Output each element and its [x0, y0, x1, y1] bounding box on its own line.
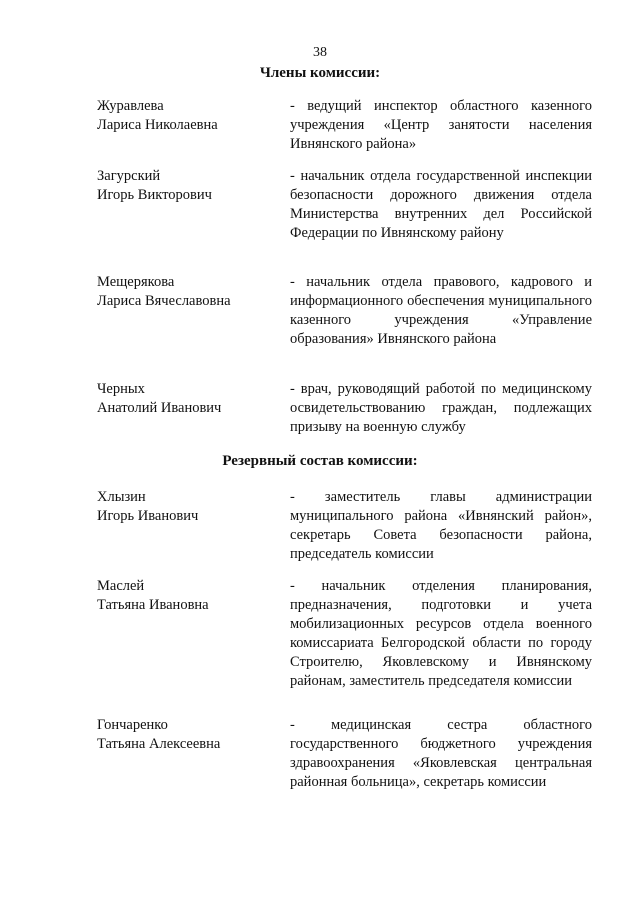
reserve-role: - заместитель главы администрации муниципального района «Ивнянский район», секретарь Совета безопасности района, председатель комиссии — [290, 489, 592, 562]
reserve-name — [97, 716, 277, 754]
member-given-names: Игорь Викторович — [97, 187, 212, 203]
reserve-given-names: Игорь Иванович — [97, 508, 199, 524]
reserve-surname: Гончаренко — [97, 717, 168, 733]
reserve-name — [97, 488, 277, 526]
reserve-role: - начальник отделения планирования, предназначения, подготовки и учета мобилизационных ресурсов отдела военного комиссариата Белгородской области по городу Строителю, Яковлевскому и Ивнянскому районам, заместитель председателя комиссии — [290, 578, 592, 689]
reserve-given-names: Татьяна Ивановна — [97, 597, 209, 613]
reserve-surname: Хлызин — [97, 489, 146, 505]
member-role: - начальник отдела государственной инспекции безопасности дорожного движения отдела Министерства внутренних дел Российской Федерации по Ивнянскому району — [290, 168, 592, 241]
reserve-surname: Маслей — [97, 578, 145, 594]
member-name — [97, 380, 277, 418]
member-given-names: Лариса Николаевна — [97, 117, 218, 133]
member-role: - ведущий инспектор областного казенного учреждения «Центр занятости населения Ивнянского района» — [290, 98, 592, 152]
reserve-role: - медицинская сестра областного государственного бюджетного учреждения здравоохранения «Яковлевская центральная районная больница», секретарь комиссии — [290, 717, 592, 790]
reserve-heading: Резервный состав комиссии: — [222, 453, 418, 469]
member-name — [97, 273, 277, 311]
members-heading: Члены комиссии: — [259, 65, 381, 81]
member-surname: Журавлева — [97, 98, 164, 114]
member-name — [97, 97, 277, 135]
member-role: - врач, руководящий работой по медицинскому освидетельствованию граждан, подлежащих призыву на военную службу — [290, 381, 592, 435]
reserve-name — [97, 577, 277, 615]
reserve-given-names: Татьяна Алексеевна — [97, 736, 221, 752]
page-number: 38 — [313, 45, 327, 60]
member-given-names: Анатолий Иванович — [97, 400, 222, 416]
member-surname: Загурский — [97, 168, 161, 184]
member-given-names: Лариса Вячеславовна — [97, 293, 231, 309]
member-surname: Мещерякова — [97, 274, 175, 290]
member-role: - начальник отдела правового, кадрового и информационного обеспечения муниципального казенного учреждения «Управление образования» Ивнянского района — [290, 274, 592, 347]
member-name — [97, 167, 277, 205]
member-surname: Черных — [97, 381, 145, 397]
